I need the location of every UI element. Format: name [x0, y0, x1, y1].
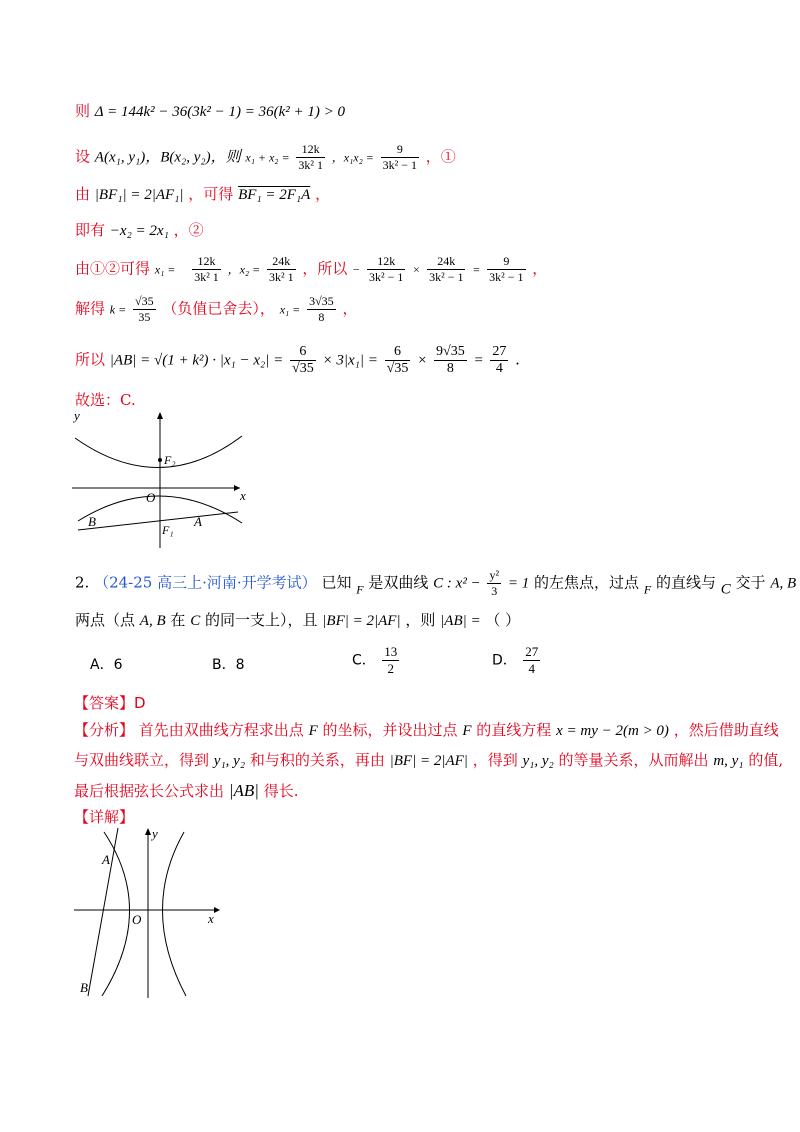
curve-fraction: $\frac{\text{y²}}{3}$	[489, 568, 500, 598]
option-c[interactable]: C． $\frac{13}{2}$	[352, 644, 398, 676]
choose-answer: 故选：C.	[75, 391, 136, 409]
times-sign: ×	[412, 262, 421, 277]
product-c-fraction: $\frac{9}{\text{3k² − 1}}$	[489, 254, 524, 284]
b-label: B	[88, 514, 96, 529]
m-y-vars: m, y₁	[713, 753, 744, 769]
frac-3: $\frac{9√35}{8}$	[436, 344, 465, 376]
product-b-fraction: $\frac{24k}{\text{3k² − 1}}$	[429, 254, 464, 284]
text: 即有	[75, 221, 106, 239]
ab-var: A, B	[139, 613, 166, 629]
ab-length: |AB|	[228, 781, 259, 800]
circled-1: ，①	[425, 147, 456, 166]
text: 由①②可得	[75, 259, 151, 278]
b-label: B	[80, 980, 88, 995]
detail-tag: 【详解】	[74, 808, 135, 826]
focus-f2	[158, 458, 162, 462]
blank: （ ）	[485, 611, 521, 629]
a-label: A	[194, 514, 202, 529]
options-row	[90, 644, 730, 686]
x2-fraction: $\frac{24k}{\text{3k² 1}}$	[268, 254, 294, 284]
text: ，	[342, 299, 358, 318]
frac-4: $\frac{27}{4}$	[492, 344, 507, 376]
answer-line	[74, 692, 146, 713]
text: 所以	[75, 350, 106, 369]
figure-hyperbola-horizontal	[72, 826, 232, 1001]
option-d[interactable]: D． $\frac{27}{4}$	[492, 644, 539, 676]
note: （负值已舍去），	[162, 299, 275, 318]
solution-line-7	[75, 344, 520, 377]
text: 的直线方程	[476, 721, 552, 739]
solution-line-3	[75, 183, 330, 204]
text: 两点（点	[75, 611, 136, 629]
f2-label: F₂	[164, 453, 176, 467]
x-label: x	[208, 911, 214, 926]
origin-label: O	[132, 912, 142, 927]
text: 在	[170, 611, 186, 629]
solution-line-2	[75, 142, 456, 173]
upper-branch	[75, 436, 242, 468]
text: 首先由双曲线方程求出点	[138, 721, 304, 739]
condition: |BF₁| = 2|AF₁|	[94, 187, 184, 203]
y-arrow-icon	[145, 828, 151, 835]
f-var: F	[462, 723, 472, 739]
equals-sign: =	[472, 262, 481, 277]
condition: |BF| = 2|AF|	[322, 613, 401, 629]
y-vars: y₁, y₂	[522, 753, 554, 769]
text: ，	[315, 185, 331, 203]
ab-var: A, B	[770, 575, 797, 592]
period: .	[515, 350, 520, 369]
question-number: 2.	[75, 573, 90, 592]
ab-length: |AB| =	[440, 613, 481, 629]
product-fraction: $\frac{9}{\text{3k² − 1}}$	[382, 142, 418, 172]
y-label: y	[152, 826, 158, 841]
text: ，然后借助直线	[673, 721, 779, 739]
f1-label: F₁	[162, 523, 174, 537]
mid-expr: × 3|x₁| =	[322, 352, 378, 369]
f-var: F	[643, 582, 652, 597]
origin-label: O	[146, 490, 156, 505]
answer-tag: 【答案】	[74, 694, 135, 712]
text: 的同一支上），且	[205, 611, 318, 629]
curve-eq: C : x² −	[433, 575, 481, 592]
line-equation: x = my − 2(m > 0)	[556, 723, 669, 739]
analysis-line-1	[74, 719, 779, 740]
c-var: C	[720, 581, 731, 598]
k-label: k =	[109, 302, 127, 317]
x-label: x	[240, 488, 246, 503]
option-b[interactable]: B．8	[212, 657, 245, 673]
text: ，可得	[188, 185, 234, 203]
figure-hyperbola-vertical	[70, 408, 250, 553]
equals-sign: =	[473, 352, 484, 369]
frac-2: $\frac{6}{√35}$	[386, 344, 409, 376]
solution-line-8	[75, 389, 136, 410]
text: ，得到	[472, 751, 518, 769]
text: 则	[75, 102, 91, 120]
k-fraction: $\frac{√35}{35}$	[135, 294, 154, 324]
text: 与双曲线联立，得到	[74, 751, 210, 769]
text: 是双曲线	[368, 573, 429, 592]
text: 和与积的关系，再由	[249, 751, 385, 769]
x1-label: x₁ =	[279, 302, 301, 317]
text: 解得	[75, 299, 106, 318]
f-var: F	[308, 723, 318, 739]
text: 最后根据弦长公式求出	[74, 782, 225, 800]
analysis-line-2	[74, 749, 783, 770]
times-sign: ×	[417, 352, 428, 369]
product-label: ，x₁x₂ =	[331, 150, 374, 165]
analysis-line-3	[74, 780, 298, 801]
y-vars: y₁, y₂	[213, 753, 246, 769]
question-line-2	[75, 609, 520, 630]
question-source: （24-25 高三上·河南·开学考试）	[94, 573, 317, 592]
vector-relation: BF₁ = 2F₁A	[238, 187, 311, 203]
solution-line-4	[75, 219, 204, 240]
discriminant-formula: Δ = 144k² − 36(3k² − 1) = 36(k² + 1) > 0	[94, 104, 346, 120]
text: ，所以	[302, 259, 348, 278]
curve-eq-end: = 1	[507, 575, 530, 592]
product-a-fraction: $\frac{12k}{\text{3k² − 1}}$	[369, 254, 404, 284]
text: 得长.	[263, 782, 299, 800]
x1-label: x₁ =	[154, 262, 176, 277]
circled-2: ，②	[173, 221, 204, 239]
chord-formula: |AB| = √(1 + k²) · |x₁ − x₂| =	[109, 352, 284, 369]
frac-1: $\frac{6}{√35}$	[292, 344, 314, 376]
text: 交于	[735, 573, 766, 592]
minus-sign: −	[352, 262, 361, 277]
text: 的直线与	[655, 573, 716, 592]
text: ，则	[405, 611, 436, 629]
sum-fraction: $\frac{12k}{\text{3k² 1}}$	[298, 142, 323, 172]
right-branch	[162, 832, 186, 996]
text: ，	[532, 259, 548, 278]
answer-value: D	[134, 694, 146, 712]
solution-line-6	[75, 294, 357, 325]
option-a[interactable]: A．6	[90, 657, 123, 673]
points-def: A(x₁, y₁)，B(x₂, y₂)，则	[94, 149, 241, 166]
x-arrow-icon	[214, 907, 220, 913]
f-var: F	[356, 582, 364, 597]
x1-value-fraction: $\frac{3√35}{8}$	[309, 294, 334, 324]
text: 设	[75, 147, 91, 166]
a-label: A	[102, 852, 110, 867]
x2-label: ，x₂ =	[227, 262, 261, 277]
relation: −x₂ = 2x₁	[109, 223, 169, 239]
text: 的值,	[748, 751, 784, 769]
y-label: y	[74, 408, 80, 423]
text: 已知	[321, 573, 352, 592]
x1-fraction: $\frac{12k}{\text{3k² 1}}$	[194, 254, 219, 284]
text: 由	[75, 185, 91, 203]
analysis-tag: 【分析】	[74, 721, 135, 739]
chord-line	[78, 512, 238, 530]
text: 的等量关系，从而解出	[558, 751, 709, 769]
solution-line-1	[75, 100, 345, 121]
question-line-1	[75, 568, 796, 599]
solution-line-5	[75, 254, 547, 285]
text: 的左焦点，过点	[534, 573, 640, 592]
y-arrow-icon	[157, 412, 163, 419]
sum-label: x₁ + x₂ =	[245, 150, 290, 165]
condition: |BF| = 2|AF|	[389, 753, 468, 769]
text: 的坐标，并设出过点	[322, 721, 458, 739]
c-var: C	[190, 613, 201, 629]
